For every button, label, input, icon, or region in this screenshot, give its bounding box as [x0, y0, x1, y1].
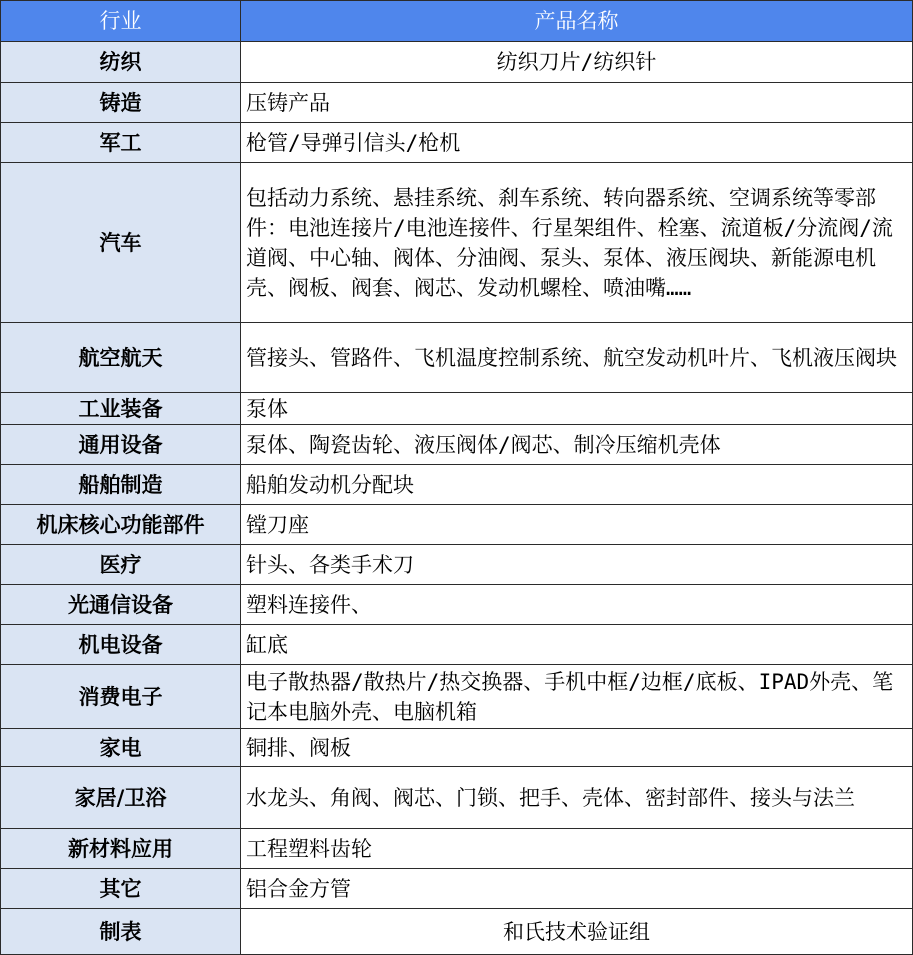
industry-cell: 工业装备: [1, 393, 241, 425]
table-row: [1, 665, 913, 729]
table-row: [1, 42, 913, 83]
industry-cell: 光通信设备: [1, 585, 241, 625]
industry-cell: 铸造: [1, 83, 241, 123]
industry-cell: 医疗: [1, 545, 241, 585]
product-cell: 塑料连接件、: [241, 585, 913, 625]
industry-cell: 船舶制造: [1, 465, 241, 505]
table-row: [1, 909, 913, 955]
header-product-name: 产品名称: [241, 1, 913, 42]
industry-cell: 新材料应用: [1, 829, 241, 869]
product-cell: 船舶发动机分配块: [241, 465, 913, 505]
table-row: [1, 323, 913, 393]
header-industry: 行业: [1, 1, 241, 42]
table-row: [1, 545, 913, 585]
table-row: [1, 163, 913, 323]
table-row: [1, 465, 913, 505]
product-cell: 包括动力系统、悬挂系统、刹车系统、转向器系统、空调系统等零部件：电池连接片/电池连接件、行星架组件、栓塞、流道板/分流阀/流道阀、中心轴、阀体、分油阀、泵头、泵体、液压阀块、新能源电机壳、阀板、阀套、阀芯、发动机螺栓、喷油嘴……: [241, 163, 913, 323]
table-row: [1, 829, 913, 869]
industry-cell: 家居/卫浴: [1, 767, 241, 829]
product-cell: 工程塑料齿轮: [241, 829, 913, 869]
product-cell: 镗刀座: [241, 505, 913, 545]
product-cell: 水龙头、角阀、阀芯、门锁、把手、壳体、密封部件、接头与法兰: [241, 767, 913, 829]
industry-cell: 家电: [1, 729, 241, 767]
table-row: [1, 625, 913, 665]
industry-cell: 汽车: [1, 163, 241, 323]
product-cell: 纺织刀片/纺织针: [241, 42, 913, 83]
industry-cell: 航空航天: [1, 323, 241, 393]
industry-cell: 机电设备: [1, 625, 241, 665]
table-row: [1, 869, 913, 909]
table-row: [1, 585, 913, 625]
product-cell: 铜排、阀板: [241, 729, 913, 767]
industry-cell: 通用设备: [1, 425, 241, 465]
table-row: [1, 83, 913, 123]
table-row: [1, 505, 913, 545]
product-cell: 枪管/导弹引信头/枪机: [241, 123, 913, 163]
product-cell: 针头、各类手术刀: [241, 545, 913, 585]
product-cell: 铝合金方管: [241, 869, 913, 909]
product-cell: 和氏技术验证组: [241, 909, 913, 955]
product-cell: 管接头、管路件、飞机温度控制系统、航空发动机叶片、飞机液压阀块: [241, 323, 913, 393]
industry-cell: 军工: [1, 123, 241, 163]
product-cell: 泵体、陶瓷齿轮、液压阀体/阀芯、制冷压缩机壳体: [241, 425, 913, 465]
industry-cell: 其它: [1, 869, 241, 909]
industry-cell: 机床核心功能部件: [1, 505, 241, 545]
product-cell: 泵体: [241, 393, 913, 425]
industry-cell: 纺织: [1, 42, 241, 83]
table-row: [1, 425, 913, 465]
industry-cell: 消费电子: [1, 665, 241, 729]
product-cell: 电子散热器/散热片/热交换器、手机中框/边框/底板、IPAD外壳、笔记本电脑外壳、电脑机箱: [241, 665, 913, 729]
industry-cell: 制表: [1, 909, 241, 955]
table-row: [1, 767, 913, 829]
table-row: [1, 729, 913, 767]
product-cell: 缸底: [241, 625, 913, 665]
table-row: [1, 393, 913, 425]
table-header-row: [1, 1, 913, 42]
product-cell: 压铸产品: [241, 83, 913, 123]
table-row: [1, 123, 913, 163]
